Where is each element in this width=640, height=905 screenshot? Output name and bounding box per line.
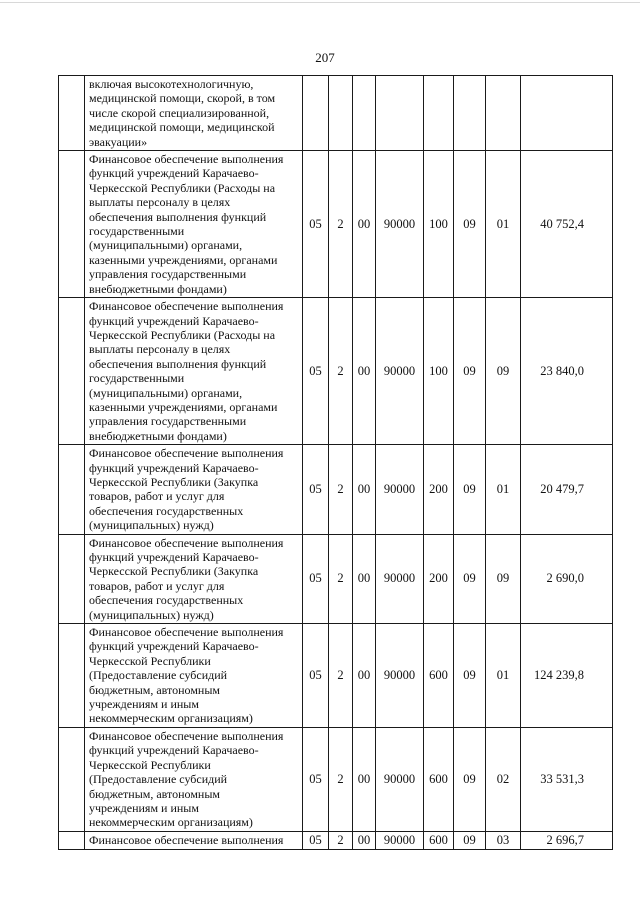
- description-line: Черкесской Республики (Закупка: [89, 474, 259, 489]
- description-line: государственными: [89, 224, 185, 239]
- code-cell: [329, 76, 353, 151]
- description-cell: [85, 534, 303, 623]
- description-line: товаров, работ и услуг для: [89, 489, 225, 504]
- table-row: [59, 445, 613, 534]
- description-line: эвакуации»: [89, 134, 148, 149]
- description-line: Финансовое обеспечение выполнения: [89, 446, 284, 461]
- description-line: учреждениям и иным: [89, 800, 199, 815]
- description-line: управления государственными: [89, 267, 247, 282]
- table-row: [59, 298, 613, 445]
- code-cell: 09: [454, 151, 486, 298]
- description-line: функций учреждений Карачаево-: [89, 313, 259, 328]
- description-cell: [85, 445, 303, 534]
- code-cell: 600: [424, 727, 454, 831]
- amount-cell: [521, 76, 613, 151]
- code-cell: 100: [424, 151, 454, 298]
- description-line: медицинской помощи, скорой, в том: [89, 91, 276, 106]
- code-cell: 2: [329, 624, 353, 728]
- table-body: [59, 76, 613, 850]
- description-line: числе скорой специализированной,: [89, 105, 270, 120]
- code-cell: 05: [303, 298, 329, 445]
- code-cell: 2: [329, 298, 353, 445]
- table-row: [59, 624, 613, 728]
- description-line: (муниципальными) органами,: [89, 385, 243, 400]
- amount-cell: 33 531,3: [521, 727, 613, 831]
- amount-cell: 2 690,0: [521, 534, 613, 623]
- code-cell: 200: [424, 445, 454, 534]
- code-cell: 90000: [376, 445, 424, 534]
- code-cell: [376, 76, 424, 151]
- index-cell: [59, 831, 85, 849]
- code-cell: 2: [329, 534, 353, 623]
- code-cell: 02: [486, 727, 521, 831]
- table-row: [59, 76, 613, 151]
- description-line: обеспечения государственных: [89, 593, 244, 608]
- code-cell: 01: [486, 151, 521, 298]
- table-row: [59, 151, 613, 298]
- code-cell: 00: [353, 298, 376, 445]
- description-cell: [85, 624, 303, 728]
- code-cell: 05: [303, 831, 329, 849]
- description-cell: [85, 831, 303, 849]
- code-cell: 600: [424, 831, 454, 849]
- description-line: Финансовое обеспечение выполнения: [89, 152, 284, 167]
- scan-edge-line: [0, 2, 640, 3]
- code-cell: 01: [486, 445, 521, 534]
- code-cell: [353, 76, 376, 151]
- description-line: казенными учреждениями, органами: [89, 399, 278, 414]
- index-cell: [59, 624, 85, 728]
- description-line: функций учреждений Карачаево-: [89, 743, 259, 758]
- code-cell: 00: [353, 445, 376, 534]
- description-line: Финансовое обеспечение выполнения: [89, 728, 284, 743]
- code-cell: 09: [454, 534, 486, 623]
- code-cell: 09: [454, 727, 486, 831]
- code-cell: 01: [486, 624, 521, 728]
- description-line: некоммерческим организациям): [89, 711, 253, 726]
- index-cell: [59, 76, 85, 151]
- description-line: товаров, работ и услуг для: [89, 578, 225, 593]
- code-cell: 09: [486, 298, 521, 445]
- code-cell: 00: [353, 534, 376, 623]
- description-line: (Предоставление субсидий: [89, 668, 228, 683]
- description-cell: [85, 298, 303, 445]
- code-cell: 09: [486, 534, 521, 623]
- code-cell: 09: [454, 831, 486, 849]
- table-row: [59, 727, 613, 831]
- description-line: Черкесской Республики (Закупка: [89, 564, 259, 579]
- code-cell: 03: [486, 831, 521, 849]
- code-cell: 05: [303, 727, 329, 831]
- code-cell: 00: [353, 727, 376, 831]
- description-line: Черкесской Республики: [89, 653, 211, 668]
- code-cell: 2: [329, 151, 353, 298]
- description-line: (муниципальных) нужд): [89, 518, 214, 533]
- code-cell: [486, 76, 521, 151]
- code-cell: 90000: [376, 727, 424, 831]
- description-line: (муниципальными) органами,: [89, 238, 243, 253]
- description-line: внебюджетными фондами): [89, 428, 227, 443]
- code-cell: 90000: [376, 534, 424, 623]
- code-cell: 09: [454, 624, 486, 728]
- description-line: Черкесской Республики (Расходы на: [89, 180, 276, 195]
- description-cell: [85, 76, 303, 151]
- description-line: Черкесской Республики: [89, 757, 211, 772]
- amount-cell: 23 840,0: [521, 298, 613, 445]
- description-line: выплаты персоналу в целях: [89, 195, 231, 210]
- description-line: внебюджетными фондами): [89, 281, 227, 296]
- description-line: Финансовое обеспечение выполнения: [89, 625, 284, 640]
- description-line: казенными учреждениями, органами: [89, 252, 278, 267]
- amount-cell: 20 479,7: [521, 445, 613, 534]
- description-line: Черкесской Республики (Расходы на: [89, 327, 276, 342]
- description-line: функций учреждений Карачаево-: [89, 460, 259, 475]
- table-row: [59, 534, 613, 623]
- description-line: медицинской помощи, медицинской: [89, 120, 275, 135]
- index-cell: [59, 534, 85, 623]
- code-cell: 05: [303, 151, 329, 298]
- budget-table: [58, 75, 613, 850]
- code-cell: 90000: [376, 151, 424, 298]
- description-line: функций учреждений Карачаево-: [89, 550, 259, 564]
- description-line: обеспечения выполнения функций: [89, 209, 267, 224]
- code-cell: 09: [454, 445, 486, 534]
- description-line: (муниципальных) нужд): [89, 607, 214, 622]
- description-line: бюджетным, автономным: [89, 682, 220, 697]
- index-cell: [59, 298, 85, 445]
- code-cell: [424, 76, 454, 151]
- table-row: [59, 831, 613, 849]
- code-cell: 00: [353, 831, 376, 849]
- code-cell: 600: [424, 624, 454, 728]
- description-cell: [85, 151, 303, 298]
- description-line: Финансовое обеспечение выполнения: [89, 535, 284, 550]
- code-cell: 2: [329, 445, 353, 534]
- index-cell: [59, 445, 85, 534]
- code-cell: 100: [424, 298, 454, 445]
- code-cell: 00: [353, 151, 376, 298]
- amount-cell: 124 239,8: [521, 624, 613, 728]
- description-line: функций учреждений Карачаево-: [89, 639, 259, 654]
- code-cell: 2: [329, 727, 353, 831]
- code-cell: [454, 76, 486, 151]
- description-line: включая высокотехнологичную,: [89, 77, 254, 91]
- description-line: (Предоставление субсидий: [89, 772, 228, 787]
- page-number: 207: [315, 50, 335, 65]
- code-cell: 00: [353, 624, 376, 728]
- description-line: Финансовое обеспечение выполнения: [89, 299, 284, 314]
- code-cell: 200: [424, 534, 454, 623]
- code-cell: 05: [303, 534, 329, 623]
- code-cell: 90000: [376, 298, 424, 445]
- description-line: функций учреждений Карачаево-: [89, 166, 259, 181]
- amount-cell: 2 696,7: [521, 831, 613, 849]
- description-line: обеспечения выполнения функций: [89, 356, 267, 371]
- description-line: бюджетным, автономным: [89, 786, 220, 801]
- description-line: учреждениям и иным: [89, 697, 199, 712]
- description-line: управления государственными: [89, 414, 247, 429]
- code-cell: 2: [329, 831, 353, 849]
- index-cell: [59, 151, 85, 298]
- description-line: обеспечения государственных: [89, 503, 244, 518]
- description-line: некоммерческим организациям): [89, 815, 253, 830]
- code-cell: 90000: [376, 624, 424, 728]
- index-cell: [59, 727, 85, 831]
- code-cell: 05: [303, 624, 329, 728]
- description-line: выплаты персоналу в целях: [89, 342, 231, 357]
- code-cell: 05: [303, 445, 329, 534]
- code-cell: [303, 76, 329, 151]
- code-cell: 09: [454, 298, 486, 445]
- amount-cell: 40 752,4: [521, 151, 613, 298]
- description-line: государственными: [89, 371, 185, 386]
- description-cell: [85, 727, 303, 831]
- code-cell: 90000: [376, 831, 424, 849]
- description-line: Финансовое обеспечение выполнения: [89, 832, 284, 847]
